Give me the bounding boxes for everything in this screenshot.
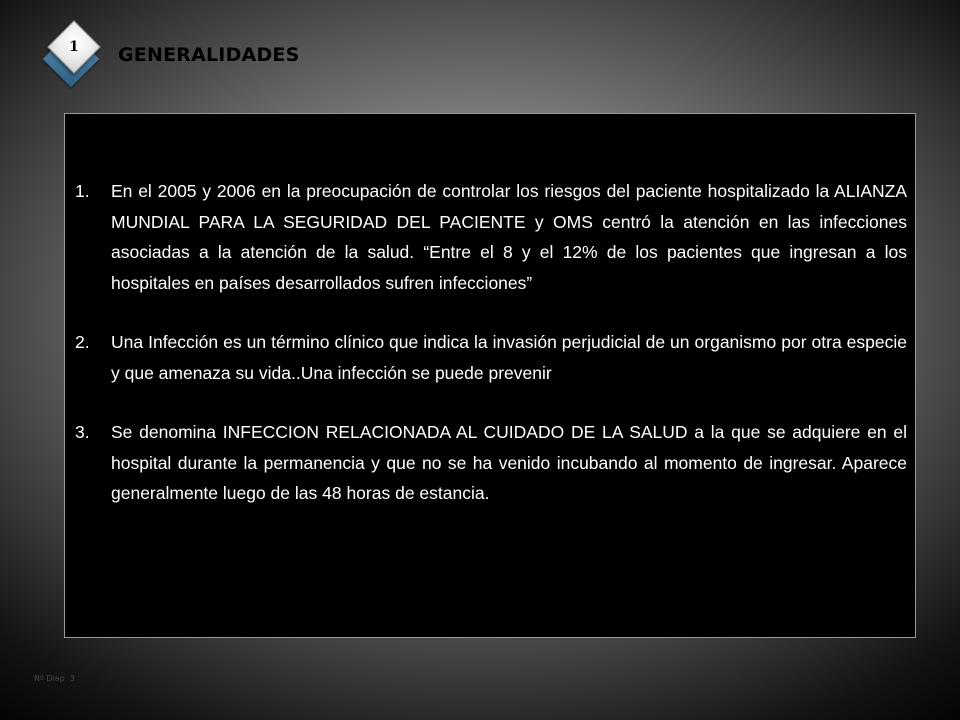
slide-title: GENERALIDADES (118, 44, 300, 66)
content-box (64, 113, 916, 638)
list-item-text: En el 2005 y 2006 en la preocupación de controlar los riesgos del paciente hospitalizado la ALIANZA MUNDIAL PARA LA SEGURIDAD DEL PACIENTE y OMS centró la atención en las infecciones asociadas a la atención de la salud. “Entre el 8 y el 12% de los pacientes que ingresan a los hospitales en países desarrollados sufren infecciones” (111, 181, 907, 293)
slide-footer-label: Nº Diap. 3 (34, 674, 75, 683)
badge-number: 1 (69, 39, 79, 55)
list-item-number: 1. (75, 181, 90, 201)
list-item-number: 2. (75, 332, 90, 352)
list-item (75, 417, 907, 509)
list-item (75, 327, 907, 388)
list-item-number: 3. (75, 422, 90, 442)
list-item-text: Se denomina INFECCION RELACIONADA AL CUIDADO DE LA SALUD a la que se adquiere en el hospital durante la permanencia y que no se ha venido incubando al momento de ingresar. Aparece generalmente luego de las 48 horas de estancia. (111, 422, 907, 503)
list-item (75, 176, 907, 298)
slide-number-badge (44, 22, 104, 96)
list-item-text: Una Infección es un término clínico que indica la invasión perjudicial de un organismo por otra especie y que amenaza su vida..Una infección se puede prevenir (111, 332, 907, 383)
